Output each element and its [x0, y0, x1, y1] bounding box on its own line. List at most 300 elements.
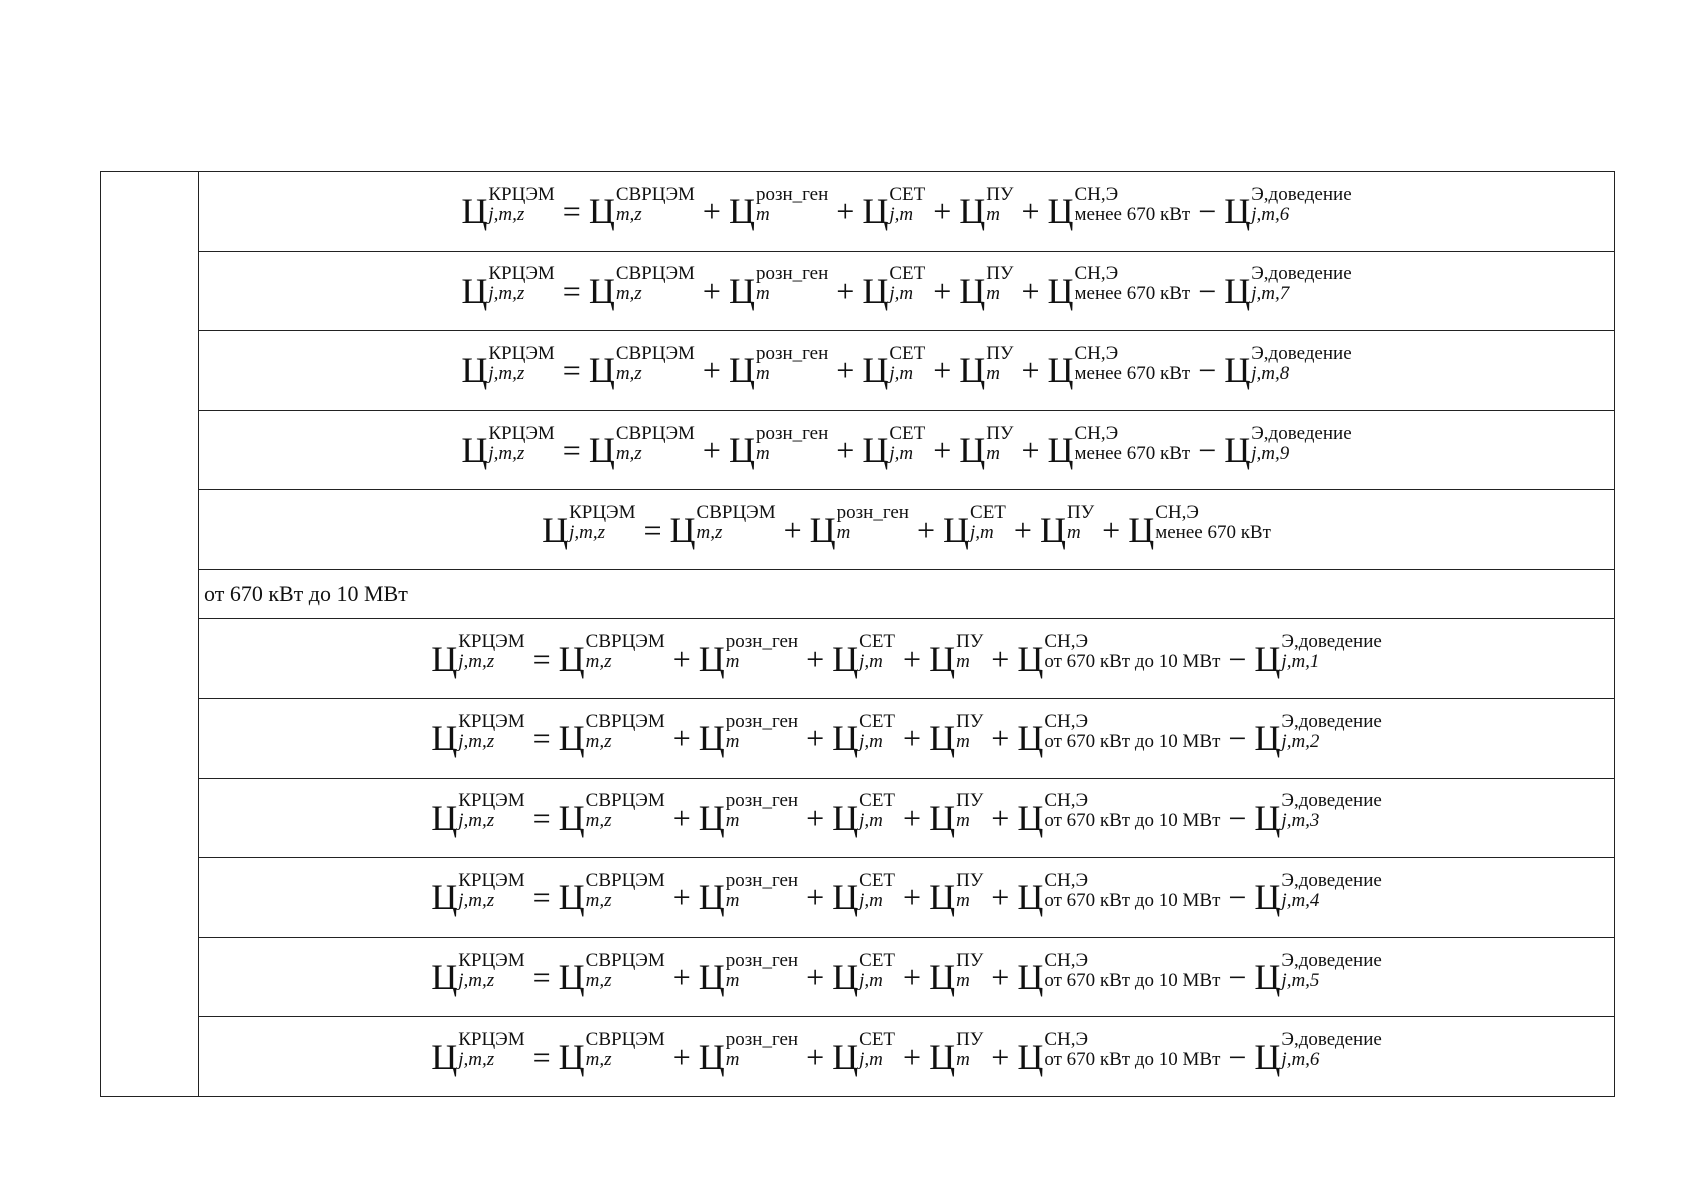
term-dovedenie	[1224, 263, 1352, 311]
term-svrcem	[558, 869, 665, 918]
price-symbol: Ц	[669, 509, 696, 550]
operator-minus: −	[1198, 193, 1217, 230]
term-pu	[929, 631, 984, 679]
price-symbol: Ц	[698, 638, 725, 679]
subscript: m	[725, 969, 740, 991]
subscript: j,m	[889, 362, 914, 384]
price-symbol: Ц	[461, 191, 488, 232]
operator-plus: +	[702, 272, 721, 309]
term-krcem	[431, 869, 525, 918]
term-pu	[959, 263, 1014, 311]
price-symbol: Ц	[558, 638, 585, 679]
price-symbol: Ц	[558, 1036, 585, 1077]
subscript: m,z	[585, 651, 612, 673]
section-label: от 670 кВт до 10 МВт	[199, 569, 1615, 618]
operator-plus: +	[903, 720, 922, 757]
subscript: j,m	[889, 442, 914, 464]
subscript: j,m,6	[1251, 203, 1290, 225]
term-krcem	[431, 949, 525, 997]
subscript: m,z	[585, 969, 612, 991]
formula	[431, 869, 1382, 918]
term-svrcem	[558, 1029, 665, 1077]
superscript: СВРЦЭМ	[585, 949, 665, 971]
superscript: розн_ген	[725, 949, 799, 971]
superscript: розн_ген	[725, 790, 799, 812]
superscript: розн_ген	[725, 1029, 799, 1051]
superscript: розн_ген	[755, 263, 829, 285]
subscript: j,m,z	[488, 442, 525, 464]
superscript: ПУ	[986, 422, 1014, 444]
term-krcem	[461, 183, 555, 232]
price-symbol: Ц	[959, 270, 986, 311]
term-krcem	[431, 631, 525, 679]
operator-eq: =	[532, 1038, 551, 1075]
term-krcem	[431, 710, 525, 759]
operator-eq: =	[562, 193, 581, 230]
price-symbol: Ц	[1017, 877, 1044, 918]
operator-plus: +	[991, 879, 1010, 916]
price-symbol: Ц	[431, 957, 458, 997]
subscript: j,m,z	[458, 810, 495, 832]
term-sn	[1017, 1029, 1221, 1077]
operator-minus: −	[1198, 352, 1217, 389]
term-pu	[959, 422, 1014, 471]
term-dovedenie	[1254, 710, 1382, 759]
formula	[431, 631, 1382, 679]
price-symbol: Ц	[1254, 718, 1281, 759]
subscript: m	[725, 730, 740, 752]
operator-eq: =	[532, 640, 551, 677]
price-symbol: Ц	[1039, 509, 1066, 550]
operator-plus: +	[836, 432, 855, 469]
operator-minus: −	[1228, 720, 1247, 757]
operator-plus: +	[1102, 511, 1121, 548]
superscript: Э,доведение	[1251, 422, 1352, 444]
superscript: СЕТ	[859, 790, 896, 812]
price-symbol: Ц	[431, 877, 458, 918]
operator-plus: +	[903, 1038, 922, 1075]
term-set	[943, 502, 1006, 550]
operator-minus: −	[1198, 272, 1217, 309]
price-symbol: Ц	[728, 350, 755, 391]
subscript: от 670 кВт до 10 МВт	[1044, 1049, 1221, 1071]
operator-plus: +	[672, 799, 691, 836]
term-dovedenie	[1254, 869, 1382, 918]
operator-minus: −	[1228, 879, 1247, 916]
subscript: m	[725, 889, 740, 911]
operator-minus: −	[1198, 432, 1217, 469]
term-svrcem	[558, 949, 665, 997]
operator-plus: +	[806, 640, 825, 677]
term-rozn-gen	[728, 422, 829, 471]
term-dovedenie	[1254, 631, 1382, 679]
formula	[431, 790, 1382, 838]
superscript: ПУ	[956, 710, 984, 732]
price-symbol: Ц	[959, 191, 986, 232]
operator-plus: +	[702, 352, 721, 389]
operator-plus: +	[783, 511, 802, 548]
operator-eq: =	[532, 799, 551, 836]
price-symbol: Ц	[832, 1036, 859, 1077]
superscript: КРЦЭМ	[458, 710, 525, 732]
superscript: СЕТ	[889, 263, 926, 285]
formula-cell	[199, 1017, 1615, 1097]
price-symbol: Ц	[862, 430, 889, 471]
subscript: от 670 кВт до 10 МВт	[1044, 651, 1221, 673]
price-symbol: Ц	[809, 509, 836, 550]
subscript: m	[956, 730, 970, 752]
operator-plus: +	[672, 879, 691, 916]
term-svrcem	[588, 342, 695, 391]
price-symbol: Ц	[1017, 1036, 1044, 1077]
superscript: СН,Э	[1044, 710, 1089, 732]
operator-plus: +	[806, 959, 825, 995]
subscript: m	[986, 203, 1000, 225]
superscript: СН,Э	[1044, 1029, 1089, 1051]
operator-eq: =	[532, 879, 551, 916]
operator-minus: −	[1228, 959, 1247, 995]
operator-plus: +	[672, 959, 691, 995]
term-set	[862, 422, 926, 471]
formula	[461, 183, 1352, 232]
price-symbol: Ц	[959, 430, 986, 471]
formula-cell	[199, 490, 1615, 570]
superscript: Э,доведение	[1251, 342, 1352, 364]
operator-plus: +	[806, 1038, 825, 1075]
price-symbol: Ц	[1047, 430, 1074, 471]
formula-cell	[199, 858, 1615, 938]
operator-eq: =	[643, 511, 662, 548]
operator-plus: +	[991, 720, 1010, 757]
subscript: j,m,z	[458, 1049, 495, 1071]
term-pu	[929, 1029, 984, 1077]
subscript: от 670 кВт до 10 МВт	[1044, 969, 1221, 991]
operator-plus: +	[991, 1038, 1010, 1075]
subscript: j,m,1	[1281, 651, 1320, 673]
operator-plus: +	[1013, 511, 1032, 548]
subscript: менее 670 кВт	[1074, 442, 1191, 464]
term-set	[862, 342, 926, 391]
price-symbol: Ц	[832, 877, 859, 918]
price-symbol: Ц	[558, 877, 585, 918]
price-symbol: Ц	[929, 638, 956, 679]
subscript: m	[755, 362, 770, 384]
term-krcem	[431, 790, 525, 838]
subscript: j,m	[859, 810, 883, 832]
operator-plus: +	[991, 799, 1010, 836]
superscript: Э,доведение	[1251, 263, 1352, 285]
price-symbol: Ц	[1224, 191, 1251, 232]
superscript: СЕТ	[889, 422, 926, 444]
subscript: m	[755, 203, 770, 225]
subscript: m,z	[585, 1049, 612, 1071]
price-symbol: Ц	[1254, 957, 1281, 997]
superscript: СН,Э	[1074, 183, 1119, 205]
subscript: m	[986, 442, 1000, 464]
superscript: СВРЦЭМ	[615, 342, 695, 364]
superscript: ПУ	[986, 342, 1014, 364]
term-sn	[1017, 710, 1221, 759]
price-symbol: Ц	[832, 638, 859, 679]
subscript: j,m,8	[1251, 362, 1290, 384]
superscript: ПУ	[956, 869, 984, 891]
price-symbol: Ц	[832, 797, 859, 838]
subscript: j,m,6	[1281, 1049, 1320, 1071]
superscript: розн_ген	[725, 869, 799, 891]
price-symbol: Ц	[1224, 270, 1251, 311]
operator-plus: +	[903, 879, 922, 916]
subscript: j,m,z	[488, 362, 525, 384]
term-set	[832, 949, 896, 997]
superscript: СН,Э	[1155, 502, 1199, 524]
term-krcem	[461, 342, 555, 391]
price-symbol: Ц	[698, 957, 725, 997]
superscript: ПУ	[956, 631, 984, 653]
superscript: СВРЦЭМ	[615, 422, 695, 444]
price-symbol: Ц	[832, 957, 859, 997]
price-symbol: Ц	[698, 797, 725, 838]
term-svrcem	[558, 631, 665, 679]
superscript: СВРЦЭМ	[696, 502, 776, 524]
price-symbol: Ц	[728, 191, 755, 232]
subscript: m	[956, 810, 970, 832]
term-pu	[929, 790, 984, 838]
superscript: КРЦЭМ	[488, 183, 555, 205]
term-rozn-gen	[809, 502, 909, 550]
subscript: j,m	[889, 203, 914, 225]
subscript: j,m,4	[1281, 889, 1320, 911]
price-symbol: Ц	[461, 430, 488, 471]
formula-cell	[199, 331, 1615, 411]
term-rozn-gen	[728, 183, 829, 232]
term-sn	[1017, 869, 1221, 918]
subscript: j,m	[859, 651, 883, 673]
price-symbol: Ц	[1047, 191, 1074, 232]
superscript: СН,Э	[1074, 422, 1119, 444]
price-symbol: Ц	[728, 270, 755, 311]
price-symbol: Ц	[862, 350, 889, 391]
term-krcem	[461, 422, 555, 471]
price-symbol: Ц	[1017, 718, 1044, 759]
superscript: СЕТ	[970, 502, 1006, 524]
operator-plus: +	[672, 640, 691, 677]
subscript: m,z	[615, 203, 642, 225]
term-dovedenie	[1224, 183, 1352, 232]
term-dovedenie	[1254, 1029, 1382, 1077]
formula-cell	[199, 698, 1615, 778]
price-symbol: Ц	[1224, 350, 1251, 391]
operator-minus: −	[1228, 799, 1247, 836]
subscript: m,z	[615, 442, 642, 464]
subscript: j,m	[859, 1049, 883, 1071]
subscript: j,m,z	[488, 283, 525, 305]
operator-plus: +	[916, 511, 936, 548]
term-svrcem	[588, 183, 695, 232]
term-svrcem	[558, 710, 665, 759]
operator-plus: +	[903, 799, 922, 836]
price-symbol: Ц	[698, 1036, 725, 1077]
operator-plus: +	[836, 272, 855, 309]
term-pu	[929, 949, 984, 997]
superscript: КРЦЭМ	[488, 422, 555, 444]
term-rozn-gen	[698, 710, 799, 759]
superscript: СЕТ	[889, 183, 926, 205]
formula	[431, 710, 1382, 759]
superscript: СВРЦЭМ	[615, 263, 695, 285]
price-symbol: Ц	[1017, 797, 1044, 838]
subscript: менее 670 кВт	[1155, 522, 1271, 544]
price-symbol: Ц	[1017, 957, 1044, 997]
price-symbol: Ц	[588, 270, 615, 311]
price-symbol: Ц	[832, 718, 859, 759]
price-symbol: Ц	[862, 270, 889, 311]
subscript: j,m,z	[458, 969, 495, 991]
subscript: m	[956, 651, 970, 673]
superscript: СН,Э	[1044, 790, 1089, 812]
price-symbol: Ц	[1224, 430, 1251, 471]
term-pu	[959, 342, 1014, 391]
operator-minus: −	[1228, 640, 1247, 677]
subscript: m	[956, 889, 970, 911]
subscript: от 670 кВт до 10 МВт	[1044, 810, 1221, 832]
subscript: менее 670 кВт	[1074, 203, 1191, 225]
superscript: Э,доведение	[1251, 183, 1352, 205]
price-symbol: Ц	[558, 957, 585, 997]
subscript: m	[725, 810, 740, 832]
operator-plus: +	[806, 799, 825, 836]
operator-plus: +	[903, 640, 922, 677]
superscript: розн_ген	[725, 710, 799, 732]
term-set	[832, 710, 896, 759]
superscript: СН,Э	[1074, 342, 1119, 364]
price-symbol: Ц	[542, 509, 569, 550]
superscript: КРЦЭМ	[458, 790, 525, 812]
subscript: от 670 кВт до 10 МВт	[1044, 889, 1221, 911]
price-symbol: Ц	[698, 877, 725, 918]
term-rozn-gen	[728, 263, 829, 311]
superscript: СЕТ	[889, 342, 926, 364]
operator-plus: +	[672, 720, 691, 757]
subscript: j,m,5	[1281, 969, 1320, 991]
price-symbol: Ц	[1254, 1036, 1281, 1077]
term-dovedenie	[1254, 949, 1382, 997]
formula-cell	[199, 251, 1615, 331]
operator-minus: −	[1228, 1038, 1247, 1075]
subscript: j,m	[889, 283, 914, 305]
operator-plus: +	[1021, 432, 1040, 469]
superscript: розн_ген	[755, 422, 829, 444]
operator-eq: =	[562, 432, 581, 469]
price-symbol: Ц	[929, 957, 956, 997]
operator-plus: +	[702, 193, 721, 230]
subscript: от 670 кВт до 10 МВт	[1044, 730, 1221, 752]
superscript: СН,Э	[1044, 631, 1089, 653]
formula	[542, 502, 1271, 550]
term-svrcem	[669, 502, 776, 550]
term-rozn-gen	[728, 342, 829, 391]
term-sn	[1017, 790, 1221, 838]
formula-table	[100, 171, 1615, 1097]
price-symbol: Ц	[862, 191, 889, 232]
term-sn	[1047, 183, 1191, 232]
superscript: СВРЦЭМ	[585, 631, 665, 653]
term-set	[832, 631, 896, 679]
superscript: СВРЦЭМ	[585, 710, 665, 732]
superscript: Э,доведение	[1281, 949, 1382, 971]
operator-plus: +	[1021, 352, 1040, 389]
subscript: m	[986, 362, 1000, 384]
subscript: j,m,z	[458, 651, 495, 673]
operator-plus: +	[903, 959, 922, 995]
superscript: розн_ген	[755, 183, 829, 205]
subscript: m	[986, 283, 1000, 305]
superscript: СН,Э	[1074, 263, 1119, 285]
superscript: ПУ	[956, 790, 984, 812]
term-set	[832, 869, 896, 918]
price-symbol: Ц	[431, 1036, 458, 1077]
subscript: m	[1066, 522, 1081, 544]
subscript: j,m,z	[488, 203, 525, 225]
subscript: m	[836, 522, 851, 544]
superscript: СЕТ	[859, 1029, 896, 1051]
superscript: КРЦЭМ	[458, 1029, 525, 1051]
term-dovedenie	[1224, 342, 1352, 391]
operator-plus: +	[933, 352, 952, 389]
formula-cell	[199, 778, 1615, 858]
operator-plus: +	[672, 1038, 691, 1075]
term-rozn-gen	[698, 1029, 799, 1077]
term-set	[832, 1029, 896, 1077]
subscript: j,m,z	[458, 730, 495, 752]
superscript: СЕТ	[859, 869, 896, 891]
superscript: Э,доведение	[1281, 869, 1382, 891]
term-sn	[1047, 263, 1191, 311]
subscript: m	[956, 1049, 970, 1071]
price-symbol: Ц	[588, 350, 615, 391]
subscript: m,z	[585, 889, 612, 911]
term-rozn-gen	[698, 949, 799, 997]
subscript: j,m	[859, 969, 883, 991]
price-symbol: Ц	[929, 1036, 956, 1077]
formula	[431, 1029, 1382, 1077]
term-sn	[1047, 422, 1191, 471]
subscript: менее 670 кВт	[1074, 362, 1191, 384]
superscript: Э,доведение	[1281, 1029, 1382, 1051]
superscript: розн_ген	[725, 631, 799, 653]
operator-plus: +	[991, 640, 1010, 677]
operator-plus: +	[1021, 272, 1040, 309]
price-symbol: Ц	[431, 718, 458, 759]
price-symbol: Ц	[929, 877, 956, 918]
term-dovedenie	[1254, 790, 1382, 838]
subscript: m,z	[585, 730, 612, 752]
subscript: m	[725, 651, 740, 673]
term-rozn-gen	[698, 790, 799, 838]
term-pu	[929, 710, 984, 759]
price-symbol: Ц	[461, 270, 488, 311]
superscript: Э,доведение	[1281, 710, 1382, 732]
subscript: j,m,z	[458, 889, 495, 911]
superscript: КРЦЭМ	[488, 342, 555, 364]
subscript: m	[725, 1049, 740, 1071]
superscript: СВРЦЭМ	[615, 183, 695, 205]
subscript: m,z	[696, 522, 723, 544]
superscript: КРЦЭМ	[458, 631, 525, 653]
superscript: розн_ген	[755, 342, 829, 364]
operator-plus: +	[933, 193, 952, 230]
superscript: ПУ	[956, 1029, 984, 1051]
operator-eq: =	[532, 720, 551, 757]
